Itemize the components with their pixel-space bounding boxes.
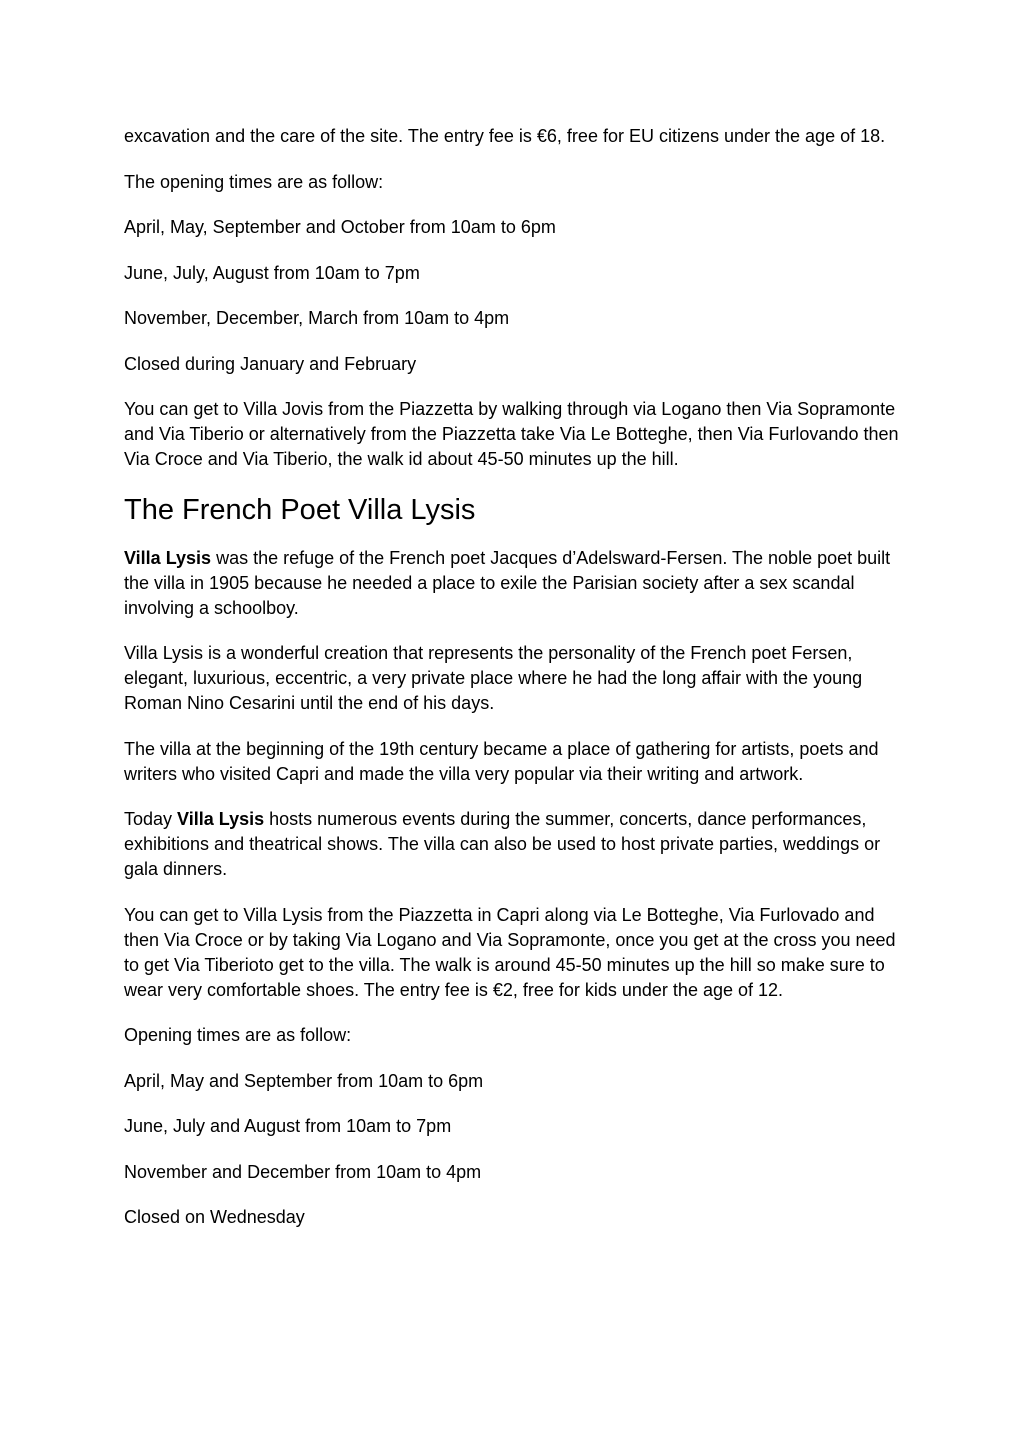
description-paragraph: Villa Lysis is a wonderful creation that represents the personality of the French poet Fersen, elegant, luxurious, eccentric, a very private place where he had the long affair with the young Roman Nino Cesarini until the end of his days. [124, 643, 863, 713]
opening-hours-line: April, May, September and October from 10am to 6pm [124, 217, 556, 237]
document-page [124, 124, 906, 1251]
opening-hours-line: Closed during January and February [124, 353, 417, 374]
events-paragraph [124, 807, 906, 882]
paragraph-text: was the refuge of the French poet Jacques d’Adelsward-Fersen. The noble poet built the villa in 1905 because he needed a place to exile the Parisian society after a sex scandal involving a schoolboy. [124, 547, 891, 618]
entry-fee-paragraph: excavation and the care of the site. The entry fee is €6, free for EU citizens under the age of 18. [124, 126, 886, 146]
paragraph-text: Today [124, 809, 178, 829]
intro-paragraph [124, 546, 906, 621]
directions-paragraph: You can get to Villa Jovis from the Piazzetta by walking through via Logano then Via Sopramonte and Via Tiberio or alternatively from the Piazzetta take Via Le Botteghe, then Via Furlovando then Via Croce and Via Tiberio, the walk id about 45-50 minutes up the hill. [124, 399, 899, 469]
opening-hours-line: Closed on Wednesday [124, 1207, 305, 1227]
opening-times-intro: Opening times are as follow: [124, 1025, 352, 1045]
opening-hours-line: November, December, March from 10am to 4pm [124, 308, 510, 328]
section-heading: The French Poet Villa Lysis [124, 493, 476, 526]
opening-hours-line: June, July, August from 10am to 7pm [124, 262, 420, 283]
opening-hours-line: June, July and August from 10am to 7pm [124, 1116, 452, 1136]
bold-villa-name: Villa Lysis [124, 547, 212, 568]
history-paragraph: The villa at the beginning of the 19th century became a place of gathering for artists, poets and writers who visited Capri and made the villa very popular via their writing and artwork. [124, 738, 879, 784]
paragraph-text: hosts numerous events during the summer, concerts, dance performances, exhibitions and theatrical shows. The villa can also be used to host private parties, weddings or gala dinners. [124, 809, 881, 879]
bold-villa-name: Villa Lysis [177, 809, 265, 829]
directions-paragraph: You can get to Villa Lysis from the Piazzetta in Capri along via Le Botteghe, Via Furlovado and then Via Croce or by taking Via Logano and Via Sopramonte, once you get at the cross you need to get Via Tiberioto get to the villa. The walk is around 45-50 minutes up the hill so make sure to wear very comfortable shoes. The entry fee is €2, free for kids under the age of 12. [124, 904, 896, 1000]
opening-times-intro: The opening times are as follow: [124, 171, 384, 192]
opening-hours-line: November and December from 10am to 4pm [124, 1161, 482, 1182]
opening-hours-line: April, May and September from 10am to 6pm [124, 1070, 484, 1091]
